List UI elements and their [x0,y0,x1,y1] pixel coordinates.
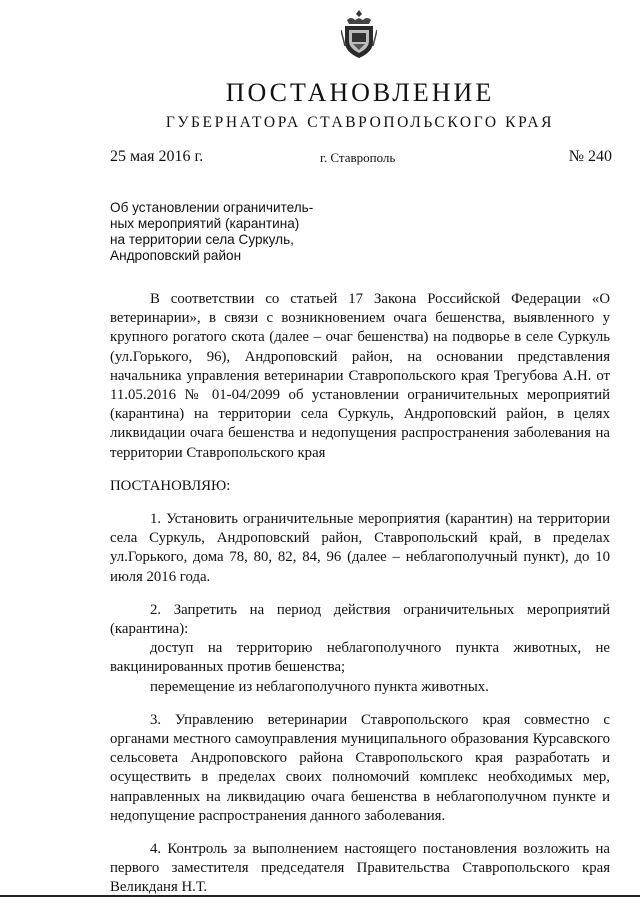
document-body [110,290,610,898]
document-city: г. Ставрополь [320,150,396,165]
item-2a-paragraph: доступ на территорию неблагополучного пункта животных, не вакцинированных против бешенства; [110,640,610,676]
subject-line: на территории села Суркуль, [110,232,294,247]
subject-line: Андроповский район [110,248,242,263]
preamble-paragraph: В соответствии со статьей 17 Закона Российской Федерации «О ветеринарии», в связи с возникновением очага бешенства, выявленного у крупного рогатого скота (далее – очаг бешенства) на подворье в селе Суркуль (ул.Горького, 96), Андроповский район, на основании представления начальника управления ветеринарии Ставропольского края Трегубова А.Н. от 11.05.2016 № 01-04/2099 об установлении ограничительных мероприятий (карантина) на территории села Суркуль, Андроповский район, в целях ликвидации очага бешенства и недопущения распространения заболевания на территории Ставропольского края [110,291,610,461]
document-date: 25 мая 2016 г. [110,148,204,165]
item-2b-paragraph: перемещение из неблагополучного пункта животных. [150,678,489,695]
page-bottom-border [0,895,640,897]
item-2-paragraph: 2. Запретить на период действия ограничительных мероприятий (карантина): [110,601,610,638]
decree-heading: ПОСТАНОВЛЯЮ: [110,477,231,494]
document-number: № 240 [568,148,612,165]
issuer-subtitle: ГУБЕРНАТОРА СТАВРОПОЛЬСКОГО КРАЯ [165,114,555,131]
item-3-paragraph: 3. Управлению ветеринарии Ставропольского края совместно с органами местного самоуправления муниципального образования Курсавского сельсовета Андроповского района Ставропольского края разработать и осуществить в пределах своих полномочий комплекс необходимых мер, направленных на ликвидацию очага бешенства в неблагополучном пункте и недопущение распространения данного заболевания. [110,711,610,824]
item-4-paragraph: 4. Контроль за выполнением настоящего постановления возложить на первого заместителя председателя Правительства Ставропольского края Великданя Н.Т. [110,841,610,896]
coat-of-arms-icon [341,8,377,60]
document-title: ПОСТАНОВЛЕНИЕ [225,78,495,107]
document-subject [110,200,340,264]
item-1-paragraph: 1. Установить ограничительные мероприятия (карантин) на территории села Суркуль, Андроповский район, Ставропольский край, в пределах ул.Горького, дома 78, 80, 82, 84, 96 (далее – неблагополучный пункт), до 10 июля 2016 года. [110,511,610,585]
subject-line: ных мероприятий (карантина) [110,216,300,231]
subject-line: Об установлении ограничитель- [110,200,314,215]
